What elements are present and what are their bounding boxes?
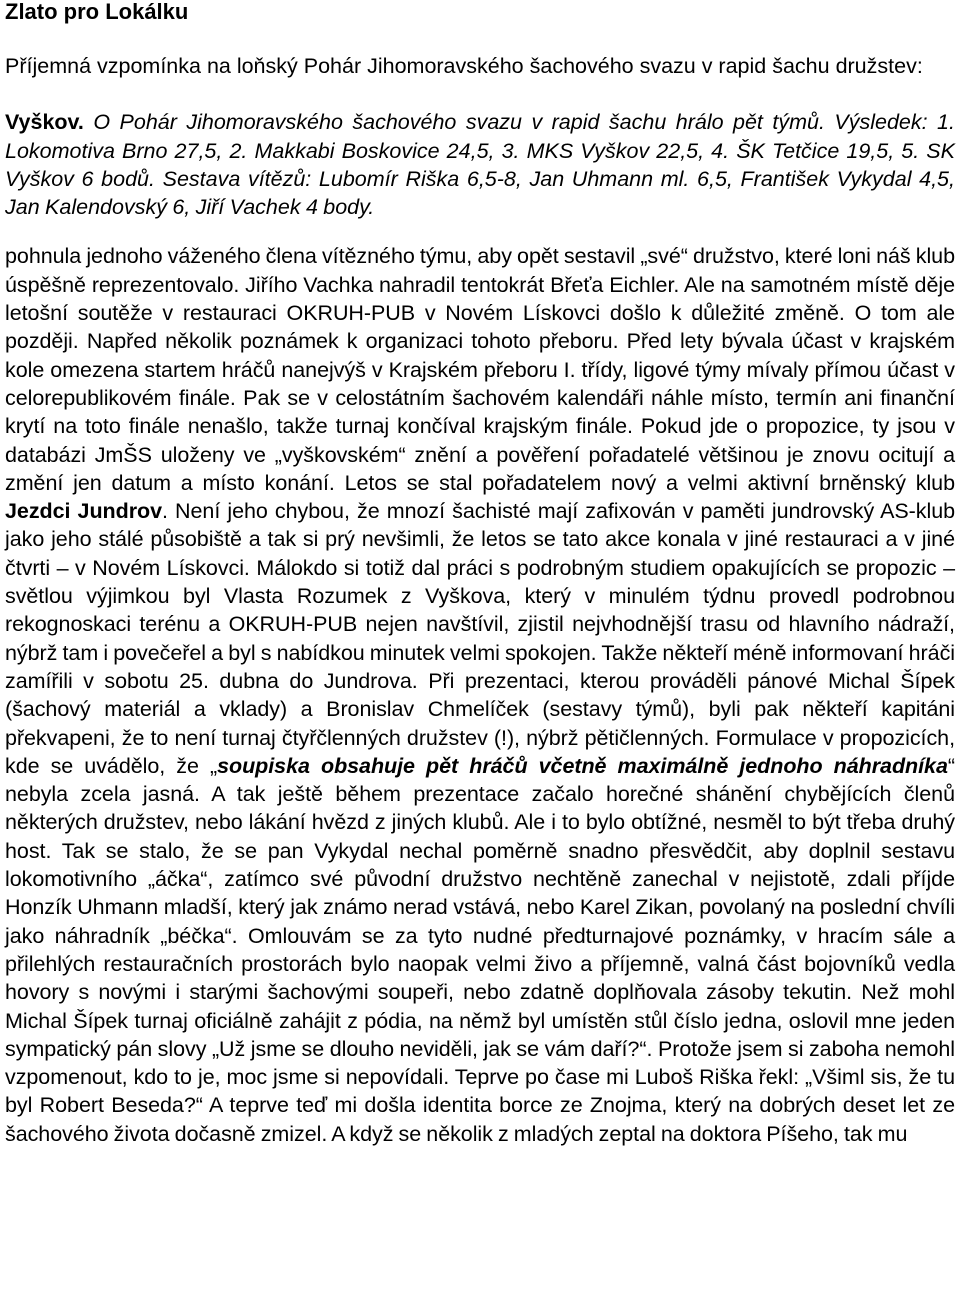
- result-paragraph: [5, 108, 955, 221]
- body-part-1: pohnula jednoho váženého člena vítězného týmu, aby opět sestavil „své“ družstvo, které loni náš klub úspěšně reprezentovalo. Jiřího Vachka nahradil tentokrát Břeťa Eichler. Ale na samotném místě děje letošní soutěže v restauraci OKRUH-PUB v Novém Lískovci došlo k důležité změně. O tom ale později. Napřed několik poznámek k organizaci tohoto přeboru. Před lety bývala účast v krajském kole omezena startem hráčů nanejvýš v Krajském přeboru I. třídy, ligové týmy mívaly přímou účast v celorepublikovém finále. Pak se v celostátním šachovém kalendáři náhle místo, termín ani finanční krytí na toto finále nenašlo, takže turnaj končíval krajským finále. Pokud jde o propozice, ty jsou v databázi JmŠS uloženy ve „vyškovském“ znění a pověření pořadatelé většinou je znovu ocitují a změní jen datum a místo konání. Letos se stal pořadatelem nový a velmi aktivní brněnský klub: [5, 244, 955, 495]
- rule-emphasis: soupiska obsahuje pět hráčů včetně maximálně jednoho náhradníka: [217, 753, 948, 778]
- body-part-2: . Není jeho chybou, že mnozí šachisté mají zafixován v paměti jundrovský AS-klub jako jeho stálé působiště a tak si prý nevšimli, že letos se tato akce konala v jiné restauraci a v jiné čtvrti – v Novém Lískovci. Málokdo si totiž dal práci s podrobným studiem opakujících se propozic – světlou výjimkou byl Vlasta Rozumek z Vyškova, který v minulém týdnu provedl podrobnou rekognoskaci terénu a OKRUH-PUB nejen navštívil, zjistil nejvhodnější trasu od hlavního nádraží, nýbrž tam i povečeřel a byl s nabídkou minutek velmi spokojen. Takže někteří méně informovaní hráči zamířili v sobotu 25. dubna do Jundrova. Při prezentaci, kterou prováděli pánové Michal Šípek (šachový materiál a vklady) a Bronislav Chmelíček (sestavy týmů), byli pak někteří kapitáni překvapeni, že to není turnaj čtyřčlenných družstev (!), nýbrž pětičlenných. Formulace v propozicích, kde se uvádělo, že „: [5, 499, 956, 778]
- club-name: Jezdci Jundrov: [5, 499, 163, 524]
- article-title: Zlato pro Lokálku: [5, 0, 189, 24]
- result-lead: Vyškov.: [5, 110, 84, 135]
- result-text: O Pohár Jihomoravského šachového svazu v rapid šachu hrálo pět týmů. Výsledek: 1. Lokomotiva Brno 27,5, 2. Makkabi Boskovice 24,5, 3. MKS Vyškov 22,5, 4. ŠK Tetčice 19,5, 5. SK Vyškov 6 bodů. Sestava vítězů: Lubomír Riška 6,5-8, Jan Uhmann ml. 6,5, František Vykydal 4,5, Jan Kalendovský 6, Jiří Vachek 4 body.: [5, 110, 955, 220]
- body-part-3: “ nebyla zcela jasná. A tak ještě během prezentace začalo horečné shánění chybějících členů některých družstev, nebo lákání hvězd z jiných klubů. Ale i to bylo obtížné, nesměl to být třeba druhý host. Tak se stalo, že se pan Vykydal nechal poměrně snadno přesvědčit, aby doplnil sestavu lokomotivního „áčka“, zatímco své původní družstvo nechtěně zanechal v nejistotě, zdali příjde Honzík Uhmann mladší, který jak známo nerad vstává, nebo Karel Zikan, povolaný na poslední chvíli jako náhradník „béčka“. Omlouvám se za tyto nudné předturnajové poznámky, v hracím sále a přilehlých restauračních prostorách bylo naopak velmi živo a příjemně, valná část bojovníků vedla hovory s novými i starými šachovými soupeři, nebo zdatně doplňovala zásoby tekutin. Než mohl Michal Šípek turnaj oficiálně zahájit z pódia, na němž byl umístěn stůl číslo jedna, oslovil mne jeden sympatický pán slovy „Už jsme se dlouho neviděli, jak se vám daří?“. Protože jsem si zaboha nemohl vzpomenout, kdo to je, moc jsme si nepovídali. Teprve po čase mi Luboš Riška řekl: „Všiml sis, že tu byl Robert Beseda?“ A teprve teď mi došla identita borce ze Znojma, který na dobrých deset let ze šachového života dočasně zmizel. A když se několik z mladých zeptal na doktora Píšeho, tak mu: [5, 753, 955, 1146]
- intro-paragraph: Příjemná vzpomínka na loňský Pohár Jihomoravského šachového svazu v rapid šachu družstev:: [5, 54, 923, 78]
- body-paragraph: [5, 242, 955, 1148]
